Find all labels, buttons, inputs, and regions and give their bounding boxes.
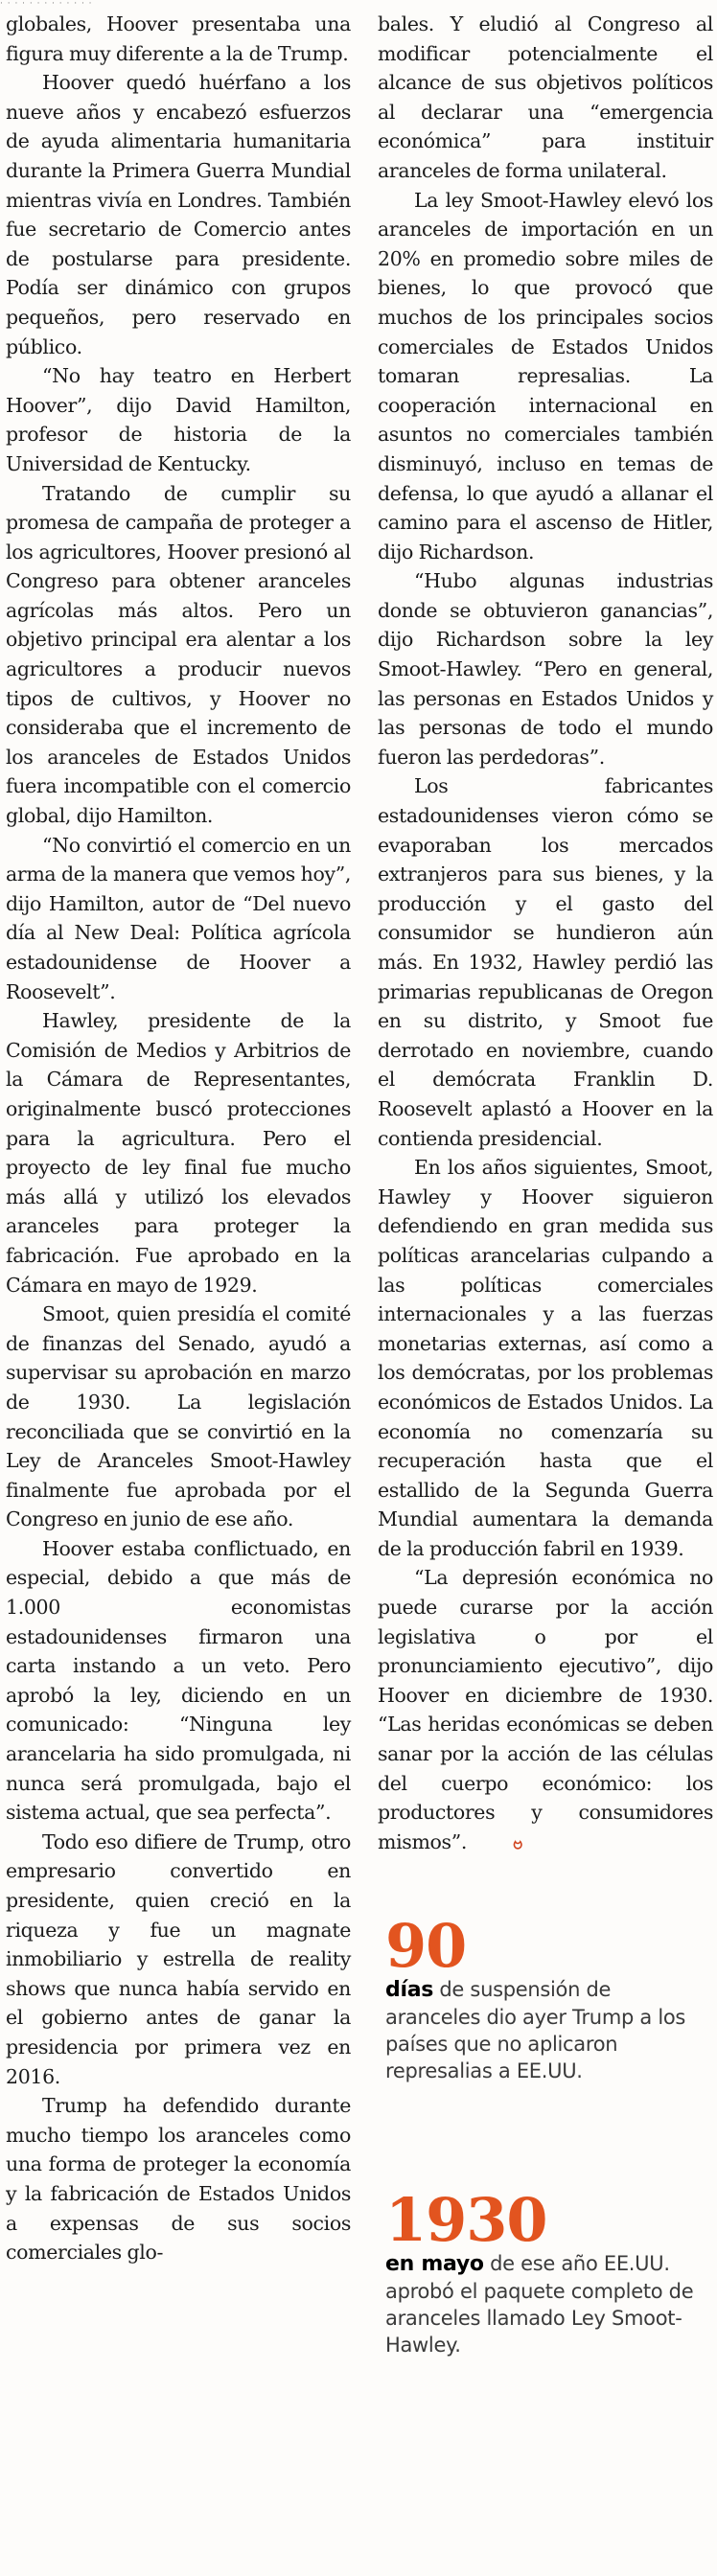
paragraph: Tratando de cumplir su promesa de campaña de proteger a los agricultores, Hoover presionó al Congreso para obtener aranceles agrícolas más altos. Pero un objetivo principal era alentar a los agricultores a producir nuevos tipos de cultivos, y Hoover no consideraba que el incremento de los aranceles de Estados Unidos fuera incompatible con el comercio global, dijo Hamilton. (6, 481, 351, 828)
paragraph: bales. Y eludió al Congreso al modificar potencialmente el alcance de sus objetivos políticos al declarar una “emergencia económica” para instituir aranceles de forma unilateral. (378, 12, 713, 182)
paragraph: “No hay teatro en Herbert Hoover”, dijo David Hamilton, profesor de historia de la Universidad de Kentucky. (6, 364, 351, 475)
article-column-left (6, 10, 351, 2267)
stat-callout-90 (385, 1911, 711, 2084)
stat-body: de ese año EE.UU. aprobó el paquete completo de aranceles llamado Ley Smoot-Hawley. (385, 2252, 694, 2357)
stat-description (385, 2250, 711, 2358)
paragraph: Smoot, quien presidía el comité de finanzas del Senado, ayudó a supervisar su aprobación en marzo de 1930. La legislación reconciliada que se convirtió en la Ley de Aranceles Smoot-Hawley finalmente fue aprobada por el Congreso en junio de ese año. (6, 1302, 351, 1531)
last-paragraph (378, 1563, 713, 1858)
paragraph: Hawley, presidente de la Comisión de Medios y Arbitrios de la Cámara de Representantes, originalmente buscó protecciones para la agricultura. Pero el proyecto de ley final fue mucho más allá y utilizó los elevados aranceles para proteger la fabricación. Fue aprobado en la Cámara en mayo de 1929. (6, 1009, 351, 1297)
paragraph: La ley Smoot-Hawley elevó los aranceles de importación en un 20% en promedio sobre miles de bienes, lo que provocó que muchos de los principales socios comerciales de Estados Unidos tomaran represalias. La cooperación internacional en asuntos no comerciales también disminuyó, incluso en temas de defensa, lo que ayudó a allanar el camino para el ascenso de Hitler, dijo Richardson. (378, 188, 713, 564)
article-end-icon: ဗ (513, 1832, 522, 1853)
top-cropped-line: · · · · · · · · · · · · · (0, 0, 93, 9)
paragraph: Los fabricantes estadounidenses vieron cómo se evaporaban los mercados extranjeros para sus bienes, y la producción y el gasto del consumidor se hundieron aún más. En 1932, Hawley perdió las primarias republicanas de Oregon en su distrito, y Smoot fue derrotado en noviembre, cuando el demócrata Franklin D. Roosevelt aplastó a Hoover en la contienda presidencial. (378, 774, 713, 1150)
paragraph: globales, Hoover presentaba una figura muy diferente a la de Trump. (6, 12, 351, 65)
paragraph: “No convirtió el comercio en un arma de la manera que vemos hoy”, dijo Hamilton, autor de “Del nuevo día al New Deal: Política agrícola estadounidense de Hoover a Roosevelt”. (6, 833, 351, 1003)
stat-lead: días (385, 1978, 434, 2002)
paragraph: En los años siguientes, Smoot, Hawley y Hoover siguieron defendiendo en gran medida sus políticas arancelarias culpando a las políticas comerciales internacionales y a las fuerzas monetarias externas, así como a los demócratas, por los problemas económicos de Estados Unidos. La economía no comenzaría su recuperación hasta que el estallido de la Segunda Guerra Mundial aumentara la demanda de la producción fabril en 1939. (378, 1156, 713, 1560)
paragraph: Hoover estaba conflictuado, en especial, debido a que más de 1.000 economistas estadounidenses firmaron una carta instando a un veto. Pero aprobó la ley, diciendo en un comunicado: “Ninguna ley arancelaria ha sido promulgada, ni nunca será promulgada, bajo el sistema actual, que sea perfecta”. (6, 1536, 351, 1825)
article-column-right (378, 10, 713, 1858)
paragraph: Trump ha defendido durante mucho tiempo los aranceles como una forma de proteger la economía y la fabricación de Estados Unidos a expensas de sus socios comerciales glo- (6, 2094, 351, 2265)
stat-callout-1930 (385, 2185, 711, 2358)
stat-lead: en mayo (385, 2252, 484, 2276)
stat-number: 90 (385, 1911, 467, 1981)
paragraph: Hoover quedó huérfano a los nueve años y encabezó esfuerzos de ayuda alimentaria humanitaria durante la Primera Guerra Mundial mientras vivía en Londres. También fue secretario de Comercio antes de postularse para presidente. Podía ser dinámico con grupos pequeños, pero reservado en público. (6, 71, 351, 358)
stat-number: 1930 (385, 2185, 547, 2255)
paragraph: Todo eso difiere de Trump, otro empresario convertido en presidente, quien creció en la riqueza y fue un magnate inmobiliario y estrella de reality shows que nunca había servido en el gobierno antes de ganar la presidencia por primera vez en 2016. (6, 1829, 351, 2088)
stat-body: de suspensión de aranceles dio ayer Trump a los países que no aplicaron represalias a EE.UU. (385, 1978, 686, 2082)
paragraph-text: “La depresión económica no puede curarse por la acción legislativa o por el pronunciamiento ejecutivo”, dijo Hoover en diciembre de 1930. “Las heridas económicas se deben sanar por la acción de las células del cuerpo económico: los productores y consumidores mismos”. (378, 1566, 713, 1853)
stat-description (385, 1976, 711, 2084)
paragraph: “Hubo algunas industrias donde se obtuvieron ganancias”, dijo Richardson sobre la ley Smoot-Hawley. “Pero en general, las personas en Estados Unidos y las personas de todo el mundo fueron las perdedoras”. (378, 569, 713, 769)
